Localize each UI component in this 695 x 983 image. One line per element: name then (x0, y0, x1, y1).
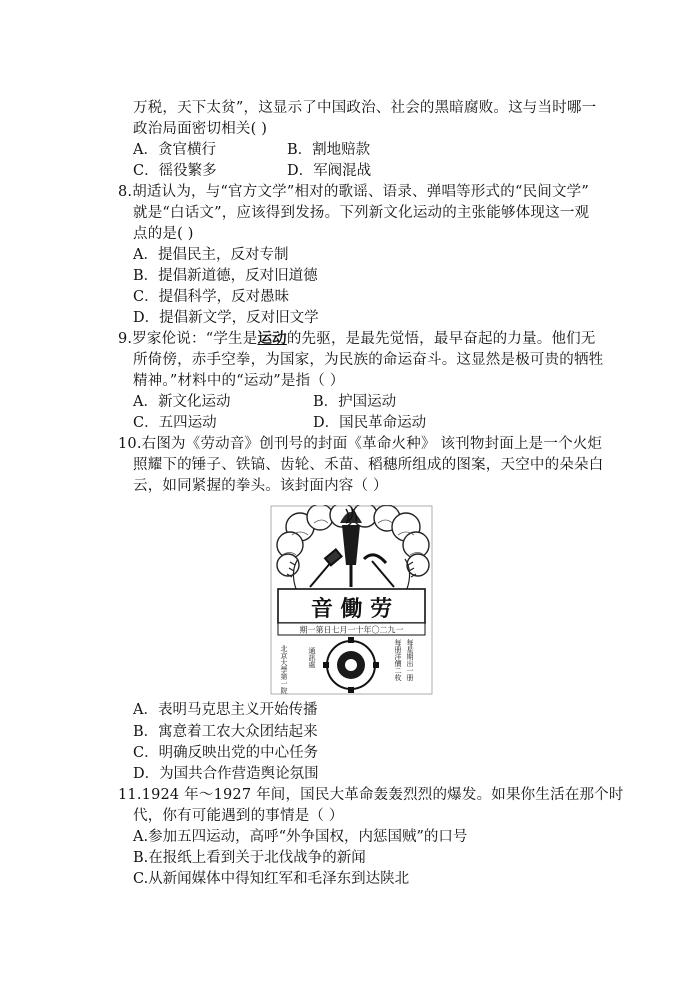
q10-stem-line-1: 10.右图为《劳动音》创刊号的封面《革命火种》 该刊物封面上是一个火炬 (118, 436, 603, 452)
q9-emphasized-word: 运动 (257, 330, 287, 347)
q9-stem-post: 的先驱，是最先觉悟，最早奋起的力量。他们无 (286, 331, 596, 347)
cover-right-col-1: 每星期出一册 (406, 639, 414, 681)
cover-date-line: 期一第日七月一十年〇二九一 (299, 625, 404, 635)
magazine-cover-figure (270, 505, 433, 695)
q8-option-b: B．提倡新道德，反对旧道德 (133, 268, 318, 284)
q10-option-c: C．明确反映出党的中心任务 (133, 745, 319, 761)
q9-option-c: C．五四运动 (133, 415, 217, 431)
q11-option-c: C.从新闻媒体中得知红军和毛泽东到达陕北 (133, 871, 410, 887)
q8-stem-line-3: 点的是( ) (133, 226, 194, 242)
q11-stem-line-1: 11.1924 年～1927 年间，国民大革命轰轰烈烈的爆发。如果你生活在那个时 (118, 787, 624, 803)
q7-stem-line-2: 政治局面密切相关( ) (133, 121, 268, 137)
q7-option-b: B．割地赔款 (287, 142, 371, 158)
cover-left-col-1: 北京大學第一院 (280, 645, 288, 694)
q10-option-b: B．寓意着工农大众团结起来 (133, 724, 318, 740)
cover-left-col-2: 通訊處 (308, 647, 316, 668)
q8-option-c: C．提倡科学，反对愚昧 (133, 289, 290, 305)
q9-option-d: D．国民革命运动 (313, 415, 427, 431)
q11-option-a: A.参加五四运动，高呼“外争国权，内惩国贼”的口号 (133, 829, 468, 845)
cover-right-col-2: 每册洋價二枚 (394, 639, 402, 681)
q7-stem-line-1: 万税，天下太贫”，这显示了中国政治、社会的黑暗腐败。这与当时哪一 (133, 100, 597, 116)
q8-stem-line-2: 就是“白话文”，应该得到发扬。下列新文化运动的主张能够体现这一观 (133, 205, 590, 221)
q10-option-d: D．为国共合作营造舆论氛围 (133, 766, 319, 782)
q9-stem-line-1 (118, 329, 596, 349)
torch-icon (340, 509, 362, 587)
q9-option-a: A．新文化运动 (133, 394, 231, 410)
q8-stem-line-1: 8.胡适认为，与“官方文学”相对的歌谣、语录、弹唱等形式的“民间文学” (118, 184, 589, 200)
q8-option-a: A．提倡民主，反对专制 (133, 247, 289, 263)
q11-stem-line-2: 代，你有可能遇到的事情是（ ） (133, 808, 344, 824)
q9-stem-pre: 9.罗家伦说：“学生是 (118, 331, 258, 347)
q7-option-a: A．贪官横行 (133, 142, 216, 158)
q9-stem-line-3: 精神。”材料中的“运动”是指（ ） (133, 373, 345, 389)
q10-stem-line-3: 云，如同紧握的拳头。该封面内容（ ） (133, 478, 388, 494)
cover-title: 音 働 劳 (310, 596, 393, 622)
q11-option-b: B.在报纸上看到关于北伐战争的新闻 (133, 850, 366, 866)
q9-stem-line-2: 所倚傍，赤手空拳，为国家，为民族的命运奋斗。这显然是极可贵的牺牲 (133, 352, 604, 368)
q10-option-a: A．表明马克思主义开始传播 (133, 702, 318, 718)
q9-option-b: B．护国运动 (313, 394, 397, 410)
gear-icon (323, 637, 379, 693)
q7-option-d: D．军阀混战 (287, 163, 372, 179)
magazine-cover-illustration (270, 505, 433, 695)
q8-option-d: D．提倡新文学，反对旧文学 (133, 310, 319, 326)
q10-stem-line-2: 照耀下的锤子、铁镐、齿轮、禾苗、稻穗所组成的图案，天空中的朵朵白 (133, 457, 604, 473)
q7-option-c: C．徭役繁多 (133, 163, 217, 179)
